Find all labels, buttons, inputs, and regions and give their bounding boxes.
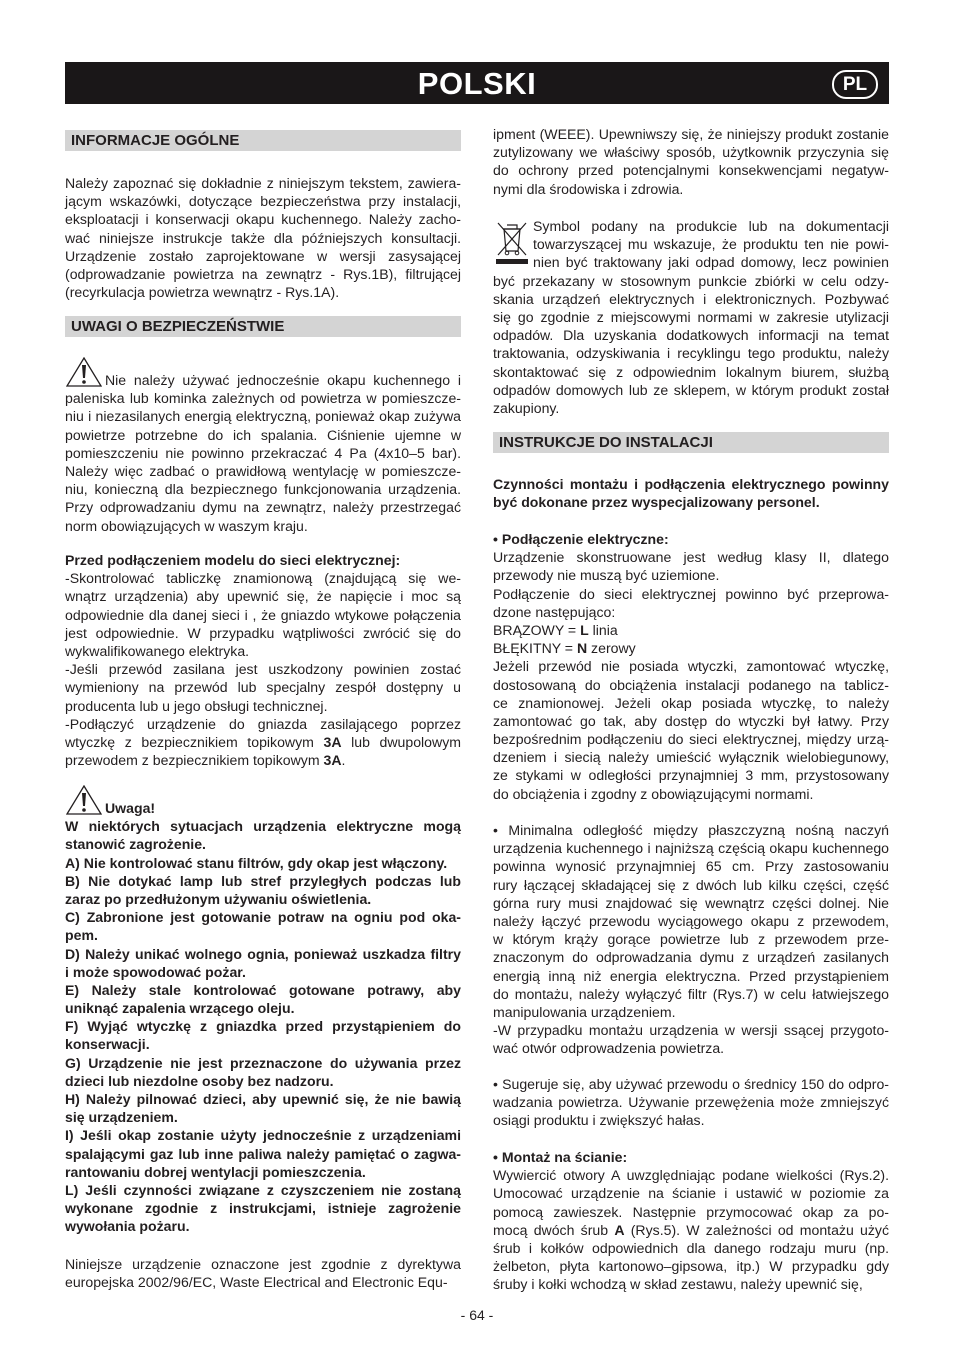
text-line — [493, 1203, 889, 1221]
text-segment: D) Należy unikać wolnego ognia, ponieważ uszkadza filtry — [65, 945, 461, 962]
text-segment: L) Jeśli czynności związane z czyszczeniem nie zostaną — [65, 1181, 461, 1198]
text-segment: paleniska lub kominka zależnych od powietrza w pomieszcze- — [65, 390, 461, 407]
text-segment: do montażu, należy wyłączyć filtr (Rys.7) w celu łatwiejszego — [493, 985, 889, 1002]
text-segment: odpadów domowych lub ze sklepem, w którym produkt został — [493, 381, 889, 398]
text-segment: B) Nie dotykać lamp lub stref przyległych podczas lub — [65, 872, 461, 889]
text-segment: żelbeton, płyta kartonowo–gipsowa, itp.) W przypadku gdy — [493, 1258, 889, 1275]
text-line — [65, 1217, 461, 1235]
text-segment: niu i niezasilanych energią elektryczną, ponieważ okap zużywa — [65, 408, 461, 425]
section-heading-installation: INSTRUKCJE DO INSTALACJI — [493, 432, 889, 453]
text-segment: być dokonane przez wyspecjalizowany personel. — [493, 494, 820, 511]
text-line — [65, 890, 461, 908]
text-segment: (odprowadzanie powietrza na zewnątrz - Rys.1B), filtrującej — [65, 265, 461, 282]
text-line — [65, 945, 461, 963]
text-segment: -Podłączyć urządzenie do gniazda zasilającego poprzez — [65, 715, 461, 732]
text-line — [493, 217, 889, 235]
text-line — [493, 730, 889, 748]
text-line — [493, 308, 889, 326]
bold-text: Przed podłączeniem modelu do sieci elektrycznej: — [65, 552, 401, 568]
text-segment: BRĄZOWY = — [493, 621, 581, 638]
text-segment: pomocą zawieszek. Następnie przymocować okap za po- — [493, 1203, 889, 1220]
text-line — [65, 1273, 461, 1291]
text-segment: dzieci lub niezdolne osoby bez nadzoru. — [65, 1072, 334, 1089]
text-line — [65, 551, 461, 569]
weee-symbol-paragraph — [493, 217, 889, 417]
text-segment: towarzyszącej mu wskazuje, że produktu ten nie powi- — [533, 236, 889, 253]
text-segment: znaczonym do odprowadzania dymu z urządzeń zasilanych — [493, 949, 889, 966]
text-line — [65, 854, 461, 872]
text-line — [65, 642, 461, 660]
text-segment: nien być traktowany jaki odpad domowy, lecz powinien — [533, 254, 889, 271]
text-line — [65, 389, 461, 407]
text-line — [493, 621, 889, 639]
text-line — [493, 785, 889, 803]
text-line — [493, 1021, 889, 1039]
page-number: - 64 - — [460, 1307, 494, 1323]
text-segment: wykonane zgodnie z instrukcjami, istnieje zagrożenie — [65, 1200, 461, 1217]
text-segment: producenta lub u jego obsługi technicznej. — [65, 697, 328, 714]
minimum-distance-section — [493, 821, 889, 1057]
text-line — [493, 475, 889, 493]
text-line — [65, 1054, 461, 1072]
text-line — [493, 912, 889, 930]
text-segment: odpowiednie dla danej sieci i , że gniazdo wtykowe połączenia — [65, 606, 461, 623]
text-segment: osiągi produktu i zwiększyć hałas. — [493, 1112, 705, 1129]
text-segment: -W przypadku montażu urządzenia w wersji ssącej przygoto- — [493, 1022, 889, 1039]
text-line — [65, 283, 461, 301]
text-segment: C) Zabronione jest gotowanie potraw na ogniu pod oka- — [65, 909, 461, 926]
text-segment: powietrze potrzebne do ich spalania. Ciśnienie ujemne w — [65, 426, 461, 443]
text-line — [65, 1017, 461, 1035]
text-segment: bezpośrednim podłączeniu do sieci elektrycznej, między urzą- — [493, 731, 889, 748]
text-line — [493, 857, 889, 875]
safety-warning-paragraph — [65, 371, 461, 535]
text-segment: wymieniony na przewód lub specjalny zespół dostępny u — [65, 679, 461, 696]
text-segment: norm obowiązujących w waszym kraju. — [65, 517, 308, 534]
caution-list — [65, 799, 461, 1236]
text-segment: ipment (WEEE). Upewniwszy się, że niniejszy produkt zostanie — [493, 126, 889, 142]
text-line — [493, 161, 889, 179]
text-segment: jest odpowiednie. W przypadku wątpliwości zwrócić się do — [65, 624, 461, 641]
text-segment: w którym krąży gorące powietrze lub z przewodem prze- — [493, 931, 889, 948]
text-segment: wać niniejsze instrukcje także dla późniejszych konsultacji. — [65, 229, 461, 246]
text-line — [493, 253, 889, 271]
text-segment: śruby i kołki wchodzą w skład zestawu, należy upewnić się, — [493, 1276, 863, 1293]
text-segment: wać otwór odprowadzenia powietrza. — [493, 1040, 725, 1057]
text-line — [65, 229, 461, 247]
text-line — [493, 566, 889, 584]
text-segment: A) Nie kontrolować stanu filtrów, gdy okap jest włączony. — [65, 854, 448, 871]
weee-intro-paragraph — [65, 1255, 461, 1291]
text-segment: E) Należy stale kontrolować gotowane potrawy, aby — [65, 981, 461, 998]
text-segment: zakupiony. — [493, 399, 560, 416]
text-segment: górna rury musi znajdować się wewnątrz części dolnej. Nie — [493, 894, 889, 911]
text-line — [493, 143, 889, 161]
text-segment: Symbol podany na produkcie lub na dokumentacji — [533, 218, 889, 234]
text-segment: -Skontrolować tabliczkę znamionową (znajdującą się we- — [65, 570, 461, 587]
text-line — [65, 192, 461, 210]
text-line — [65, 174, 461, 192]
text-line — [493, 766, 889, 784]
text-line — [493, 363, 889, 381]
wall-mounting-section — [493, 1148, 889, 1294]
text-segment: niu, konieczną dla bezpiecznego funkcjonowania urządzenia. — [65, 481, 461, 498]
text-segment: powinna wynosić przynajmniej 65 cm. Przy zastosowaniu — [493, 858, 889, 875]
text-line — [65, 1145, 461, 1163]
text-line — [493, 676, 889, 694]
bold-text: 3A — [323, 752, 342, 769]
text-line — [493, 1148, 889, 1166]
text-line — [493, 548, 889, 566]
text-line — [493, 381, 889, 399]
text-segment: W niektórych sytuacjach urządzenia elektryczne mogą — [65, 818, 461, 835]
text-line — [65, 426, 461, 444]
text-line — [65, 1035, 461, 1053]
text-segment: . — [341, 752, 346, 769]
text-segment: I) Jeśli okap zostanie użyty jednocześnie z urządzeniami — [65, 1127, 461, 1144]
text-line — [65, 697, 461, 715]
text-segment: zerowy — [587, 640, 636, 657]
text-segment: ce znamionowej. Jeżeli okap posiada wtyczkę, to należy — [493, 694, 889, 711]
text-line — [65, 606, 461, 624]
text-line — [65, 407, 461, 425]
text-segment: odpadów. Dla uzyskania dodatkowych informacji na temat — [493, 327, 889, 344]
text-line — [65, 247, 461, 265]
text-line — [65, 999, 461, 1017]
before-connection-section — [65, 551, 461, 769]
text-line — [65, 963, 461, 981]
electrical-connection-section — [493, 530, 889, 803]
text-line — [493, 748, 889, 766]
text-line — [65, 210, 461, 228]
text-segment: Jeżeli przewód nie posiada wtyczki, zamontować wtyczkę, — [493, 658, 889, 675]
text-segment: europejska 2002/96/EC, Waste Electrical and Electronic Equ- — [65, 1274, 448, 1291]
text-line — [65, 1199, 461, 1217]
text-segment: przewody nie muszą być uziemione. — [493, 567, 720, 584]
text-line — [65, 517, 461, 535]
text-line — [493, 948, 889, 966]
install-personnel-note — [493, 475, 889, 511]
text-line — [65, 371, 461, 389]
text-segment: Urządzenie skonstruowane jest według klasy II, dlatego — [493, 549, 889, 566]
text-segment: do ochrony przed potencjalnymi konsekwencjami negatyw- — [493, 162, 889, 179]
text-line — [65, 444, 461, 462]
text-line — [493, 930, 889, 948]
text-segment: wadzania powietrza. Używanie przewężenia może zmniejszyć — [493, 1094, 889, 1111]
bold-text: A — [614, 1221, 625, 1238]
text-line — [65, 265, 461, 283]
text-segment: skania urządzeń elektrycznych i elektronicznych. Pozbywać — [493, 290, 889, 307]
text-segment: pem. — [65, 927, 98, 944]
text-segment: wnątrz urządzenia) aby upewnić się, że napięcie i moc są — [65, 588, 461, 605]
text-segment: być przekazany w stosownym punkcie zbiórki w celu odzy- — [493, 272, 889, 289]
text-line — [493, 235, 889, 253]
text-segment: uniknąć zapalenia wrzącego oleju. — [65, 1000, 295, 1017]
text-line — [493, 1111, 889, 1129]
text-line — [65, 715, 461, 733]
section-heading-general: INFORMACJE OGÓLNE — [65, 130, 461, 151]
text-line — [493, 876, 889, 894]
text-segment: przewodem z bezpiecznikiem topikowym — [65, 752, 324, 769]
text-line — [65, 1163, 461, 1181]
text-segment: jącym wskazówki, dotyczące bezpieczeństwa przy instalacji, — [65, 193, 461, 210]
text-segment: H) Należy pilnować dzieci, aby upewnić się, że nie bawią — [65, 1091, 461, 1107]
text-line — [493, 125, 889, 143]
text-line — [65, 835, 461, 853]
text-segment: Wywiercić otwory A uwzględniając podane wielkości (Rys.2). — [493, 1167, 889, 1184]
text-line — [493, 967, 889, 985]
text-segment: -Jeśli przewód zasilana jest uszkodzony powinien zostać — [65, 661, 461, 678]
text-segment: i może spowodować pożar. — [65, 963, 246, 980]
language-code-badge: PL — [832, 70, 878, 99]
text-segment: Podłączenie do sieci elektrycznej powinno być przeprowa- — [493, 585, 889, 602]
weee-continued-paragraph — [493, 125, 889, 198]
text-line — [65, 1090, 461, 1108]
text-line — [65, 1181, 461, 1199]
text-segment: Umocować urządzenie na ścianie i ustawić w poziomie za — [493, 1185, 889, 1202]
text-segment: • Minimalna odległość między płaszczyzną nośną naczyń — [493, 822, 889, 838]
text-line — [65, 569, 461, 587]
text-segment: pomieszczeniu nie powinno przekraczać 4 Pa (4x10–5 bar). — [65, 444, 461, 461]
text-line — [493, 839, 889, 857]
text-segment: linia — [588, 621, 618, 638]
text-line — [65, 981, 461, 999]
text-segment: dostosowaną do obciążenia instalacji podanego na tablicz- — [493, 676, 889, 693]
bold-text: L — [580, 621, 589, 638]
text-line — [493, 1039, 889, 1057]
text-segment: • Sugeruje się, aby używać przewodu o średnicy 150 do odpro- — [493, 1076, 889, 1092]
text-line — [493, 180, 889, 198]
text-line — [493, 894, 889, 912]
text-line — [493, 657, 889, 675]
text-line — [65, 1108, 461, 1126]
text-segment: spalającymi gaz lub inne paliwa należy pamiętać o zagwa- — [65, 1145, 461, 1162]
text-segment: śrub i kołków odpowiednich dla danego rodzaju muru (np. — [493, 1239, 889, 1256]
text-line — [493, 326, 889, 344]
bold-text: 3A — [323, 733, 342, 750]
text-line — [65, 733, 461, 751]
text-line — [493, 821, 889, 839]
text-line — [65, 1255, 461, 1273]
text-segment: F) Wyjąć wtyczkę z gniazdka przed przystąpieniem do — [65, 1018, 461, 1035]
text-line — [493, 985, 889, 1003]
text-line — [493, 1275, 889, 1293]
text-line — [65, 498, 461, 516]
text-line — [493, 1184, 889, 1202]
text-line — [65, 587, 461, 605]
text-segment: Czynności montażu i podłączenia elektrycznego powinny — [493, 476, 889, 492]
bold-text: • Montaż na ścianie: — [493, 1149, 628, 1165]
text-line — [65, 817, 461, 835]
text-segment: wywołania pożaru. — [65, 1218, 190, 1235]
general-info-paragraph — [65, 174, 461, 301]
text-segment: Przy odprowadzaniu dymu na zewnątrz, należy przestrzegać — [65, 499, 461, 516]
text-segment: nymi dla środowiska i zdrowia. — [493, 180, 684, 197]
text-segment: (Rys.5). W zależności od montażu użyć — [624, 1221, 890, 1238]
text-segment: dzeniem i siecią należy umieścić wyłącznik wielobiegunowy, — [493, 749, 889, 766]
text-segment: ze stykami w odległości przynajmniej 3 mm, przystosowany — [493, 767, 889, 784]
bold-text: • Podłączenie elektryczne: — [493, 531, 669, 547]
text-segment: Należy zapoznać się dokładnie z niniejszym tekstem, zawiera- — [65, 175, 461, 191]
text-segment: skontaktować się z odpowiednim lokalnym biurem, służbą — [493, 363, 889, 380]
text-line — [65, 799, 461, 817]
text-segment: urządzenia kuchennego i najniższą częścią okapu kuchennego — [493, 840, 889, 857]
text-line — [493, 272, 889, 290]
text-segment: traktowania, odzyskiwania i recyklingu tego produktu, należy — [493, 345, 889, 362]
text-line — [493, 1003, 889, 1021]
text-line — [493, 1239, 889, 1257]
text-line — [65, 480, 461, 498]
text-segment: wtyczkę z bezpiecznikiem topikowym — [65, 733, 324, 750]
text-segment: BŁĘKITNY = — [493, 640, 577, 657]
text-segment: wykwalifikowanego elektryka. — [65, 642, 250, 659]
text-line — [493, 399, 889, 417]
text-segment: Należy więc zadbać o prawidłową wentylację w pomieszcze- — [65, 462, 461, 479]
text-line — [493, 344, 889, 362]
text-segment: zutylizowany we właściwy sposób, użytkownik przyczynia się — [493, 144, 889, 161]
text-segment: rury łączącej składającej się z dwóch lub kilku części, część — [493, 876, 889, 893]
text-line — [493, 1221, 889, 1239]
text-segment: się go zgodnie z miejscowymi normami w zakresie utylizacji — [493, 308, 889, 325]
text-segment: Uwaga! — [105, 800, 156, 816]
language-title-bar — [65, 62, 889, 104]
text-line — [65, 926, 461, 944]
text-segment: manipulowania urządzeniem. — [493, 1003, 676, 1020]
text-line — [65, 462, 461, 480]
text-segment: Urządzenie zostało zaprojektowane w wersji zasysającej — [65, 247, 461, 264]
text-line — [65, 660, 461, 678]
text-line — [493, 1093, 889, 1111]
bold-text: N — [576, 640, 588, 657]
text-line — [65, 1072, 461, 1090]
text-segment: stanowić zagrożenie. — [65, 836, 206, 853]
text-segment: zamontować go tak, aby dostęp do wtyczki był łatwy. Przy — [493, 712, 889, 729]
text-segment: Nie należy używać jednocześnie okapu kuchennego i — [105, 372, 461, 388]
text-line — [493, 1257, 889, 1275]
text-line — [493, 603, 889, 621]
text-segment: należy łączyć przewodu wyciągowego okapu z przewodem, — [493, 912, 889, 929]
text-segment: do obciążenia i zgodny z obowiązującymi normami. — [493, 785, 814, 802]
text-segment: rantowaniu dobrej wentylacji pomieszczenia. — [65, 1163, 366, 1180]
text-line — [65, 908, 461, 926]
text-segment: energią inną niż energia elektryczna. Przed przystąpieniem — [493, 967, 889, 984]
page-title: POLSKI — [417, 66, 537, 101]
section-heading-safety: UWAGI O BEZPIECZEŃSTWIE — [65, 316, 461, 337]
text-line — [493, 1166, 889, 1184]
text-line — [65, 678, 461, 696]
text-segment: mocą dwóch śrub — [493, 1221, 615, 1238]
text-segment: zaraz po przedłużonym używaniu oświetlenia. — [65, 890, 372, 907]
text-line — [493, 493, 889, 511]
text-line — [493, 712, 889, 730]
text-line — [65, 1126, 461, 1144]
text-line — [493, 585, 889, 603]
text-segment: G) Urządzenie nie jest przeznaczone do używania przez — [65, 1054, 461, 1071]
text-line — [65, 751, 461, 769]
text-segment: się urządzeniem. — [65, 1109, 178, 1126]
text-segment: eksploatacji i konserwacji okapu kuchennego. Należy zacho- — [65, 211, 461, 228]
text-line — [493, 1075, 889, 1093]
text-segment: Niniejsze urządzenie oznaczone jest zgodnie z dyrektywa — [65, 1256, 461, 1272]
duct-diameter-section — [493, 1075, 889, 1130]
text-segment: dzone następująco: — [493, 603, 616, 620]
text-line — [493, 694, 889, 712]
text-segment: lub dwupolowym — [341, 733, 461, 750]
text-segment: konserwacji. — [65, 1036, 150, 1053]
text-line — [493, 530, 889, 548]
text-segment: (recyrkulacja powietrza wewnątrz - Rys.1A). — [65, 284, 340, 301]
text-line — [493, 639, 889, 657]
text-line — [493, 290, 889, 308]
text-line — [65, 872, 461, 890]
text-line — [65, 624, 461, 642]
